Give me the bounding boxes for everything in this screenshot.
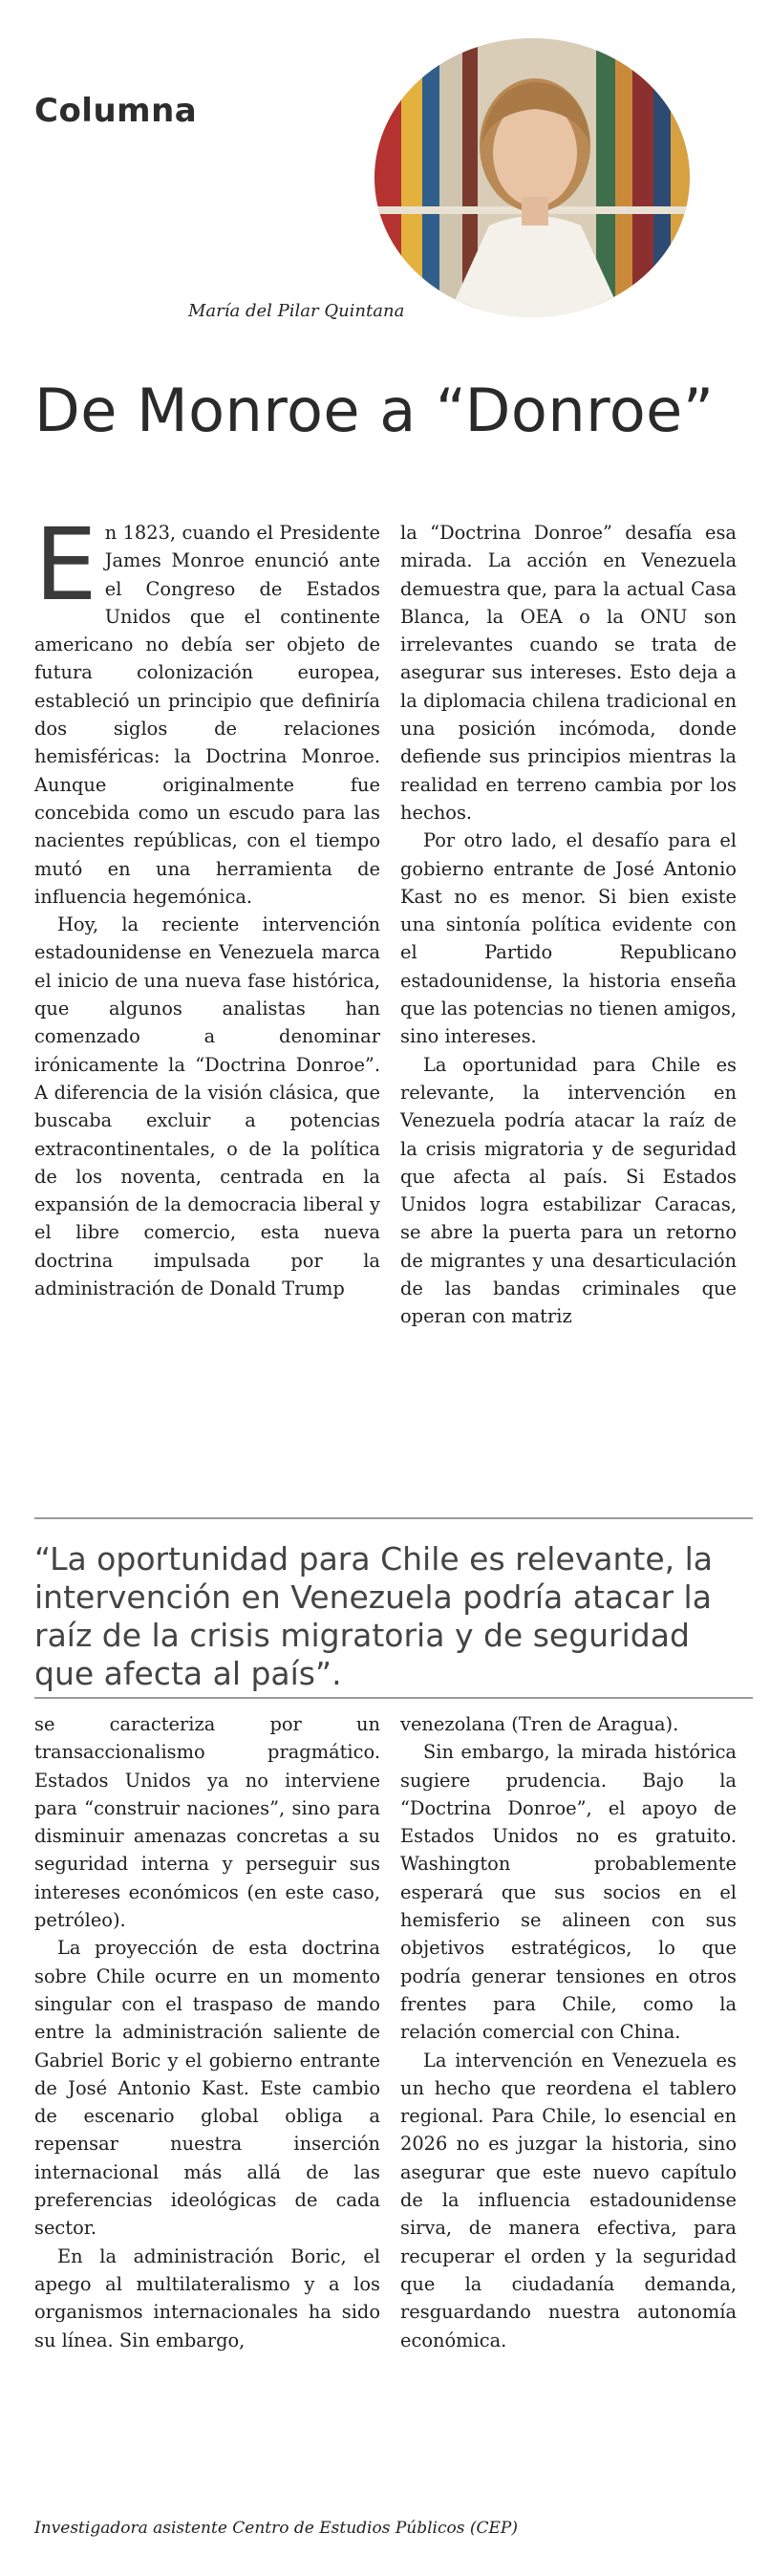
- paragraph: La intervención en Venezuela es un hecho que reordena el tablero regional. Para Chile, lo esencial en 2026 no es juzgar la historia, sino asegurar que este nuevo capítulo de la influencia estadounidense sirva, de manera efectiva, para recuperar el orden y la seguridad que la ciudadanía demanda, resguardando nuestra autonomía económica.: [400, 2049, 737, 2351]
- column-2-top: [400, 519, 737, 1331]
- drop-cap: E: [34, 506, 97, 623]
- author-byline: María del Pilar Quintana: [188, 301, 405, 321]
- pull-quote: “La oportunidad para Chile es relevante, la intervención en Venezuela podría atacar la raíz de la crisis migratoria y de seguridad que afecta al país”.: [34, 1540, 714, 1692]
- section-label: Columna: [34, 92, 198, 130]
- paragraph: La oportunidad para Chile es relevante, la intervención en Venezuela podría atacar la raíz de la crisis migratoria y de seguridad que afecta al país. Si Estados Unidos logra estabilizar Caracas, se abre la puerta para un retorno de migrantes y una desarticulación de las bandas criminales que operan con matriz: [400, 1053, 737, 1328]
- column-1-bottom: [34, 1710, 380, 2354]
- paragraph: En la administración Boric, el apego al multilateralismo y a los organismos internacionales ha sido su línea. Sin embargo,: [34, 2244, 380, 2351]
- paragraph: n 1823, cuando el Presidente James Monroe enunció ante el Congreso de Estados Unidos que el continente americano no debía ser objeto de futura colonización europea, estableció un principio que definiría dos siglos de relaciones hemisféricas: la Doctrina Monroe. Aunque originalmente fue concebida como un escudo para las nacientes repúblicas, con el tiempo mutó en una herramienta de influencia hegemónica.: [34, 522, 380, 908]
- column-2-bottom: [400, 1710, 737, 2354]
- paragraph: venezolana (Tren de Aragua).: [400, 1713, 679, 1735]
- divider-top: [34, 1517, 753, 1519]
- paragraph: Sin embargo, la mirada histórica sugiere prudencia. Bajo la “Doctrina Donroe”, el apoyo de Estados Unidos no es gratuito. Washington probablemente esperará que sus socios en el hemisferio se alineen con sus objetivos estratégicos, lo que podría generar tensiones en otros frentes para Chile, como la relación comercial con China.: [400, 1741, 737, 2044]
- paragraph: la “Doctrina Donroe” desafía esa mirada. La acción en Venezuela demuestra que, para la actual Casa Blanca, la OEA o la ONU son irrelevantes cuando se trata de asegurar sus intereses. Esto deja a la diplomacia chilena tradicional en una posición incómoda, donde defiende sus principios mientras la realidad en terreno cambia por los hechos.: [400, 522, 737, 824]
- author-photo: [374, 38, 690, 317]
- column-1-top: [34, 506, 380, 1302]
- paragraph: Por otro lado, el desafío para el gobierno entrante de José Antonio Kast no es menor. Si bien existe una sintonía política evidente con el Partido Republicano estadounidense, la historia enseña que las potencias no tienen amigos, sino intereses.: [400, 829, 737, 1048]
- paragraph: La proyección de esta doctrina sobre Chile ocurre en un momento singular con el traspaso de mando entre la administración saliente de Gabriel Boric y el gobierno entrante de José Antonio Kast. Este cambio de escenario global obliga a repensar nuestra inserción internacional más allá de las preferencias ideológicas de cada sector.: [34, 1937, 380, 2240]
- headline: De Monroe a “Donroe”: [34, 376, 715, 445]
- paragraph: se caracteriza por un transaccionalismo pragmático. Estados Unidos ya no interviene para “construir naciones”, sino para disminuir amenazas concretas a su seguridad interna y perseguir sus intereses económicos (en este caso, petróleo).: [34, 1713, 380, 1932]
- divider-bottom: [34, 1697, 753, 1699]
- paragraph: Hoy, la reciente intervención estadounidense en Venezuela marca el inicio de una nueva fase histórica, que algunos analistas han comenzado a denominar irónicamente la “Doctrina Donroe”. A diferencia de la visión clásica, que buscaba excluir a potencias extracontinentales, o de la política de los noventa, centrada en la expansión de la democracia liberal y el libre comercio, esta nueva doctrina impulsada por la administración de Donald Trump: [34, 913, 380, 1300]
- author-credit: Investigadora asistente Centro de Estudios Públicos (CEP): [34, 2519, 518, 2538]
